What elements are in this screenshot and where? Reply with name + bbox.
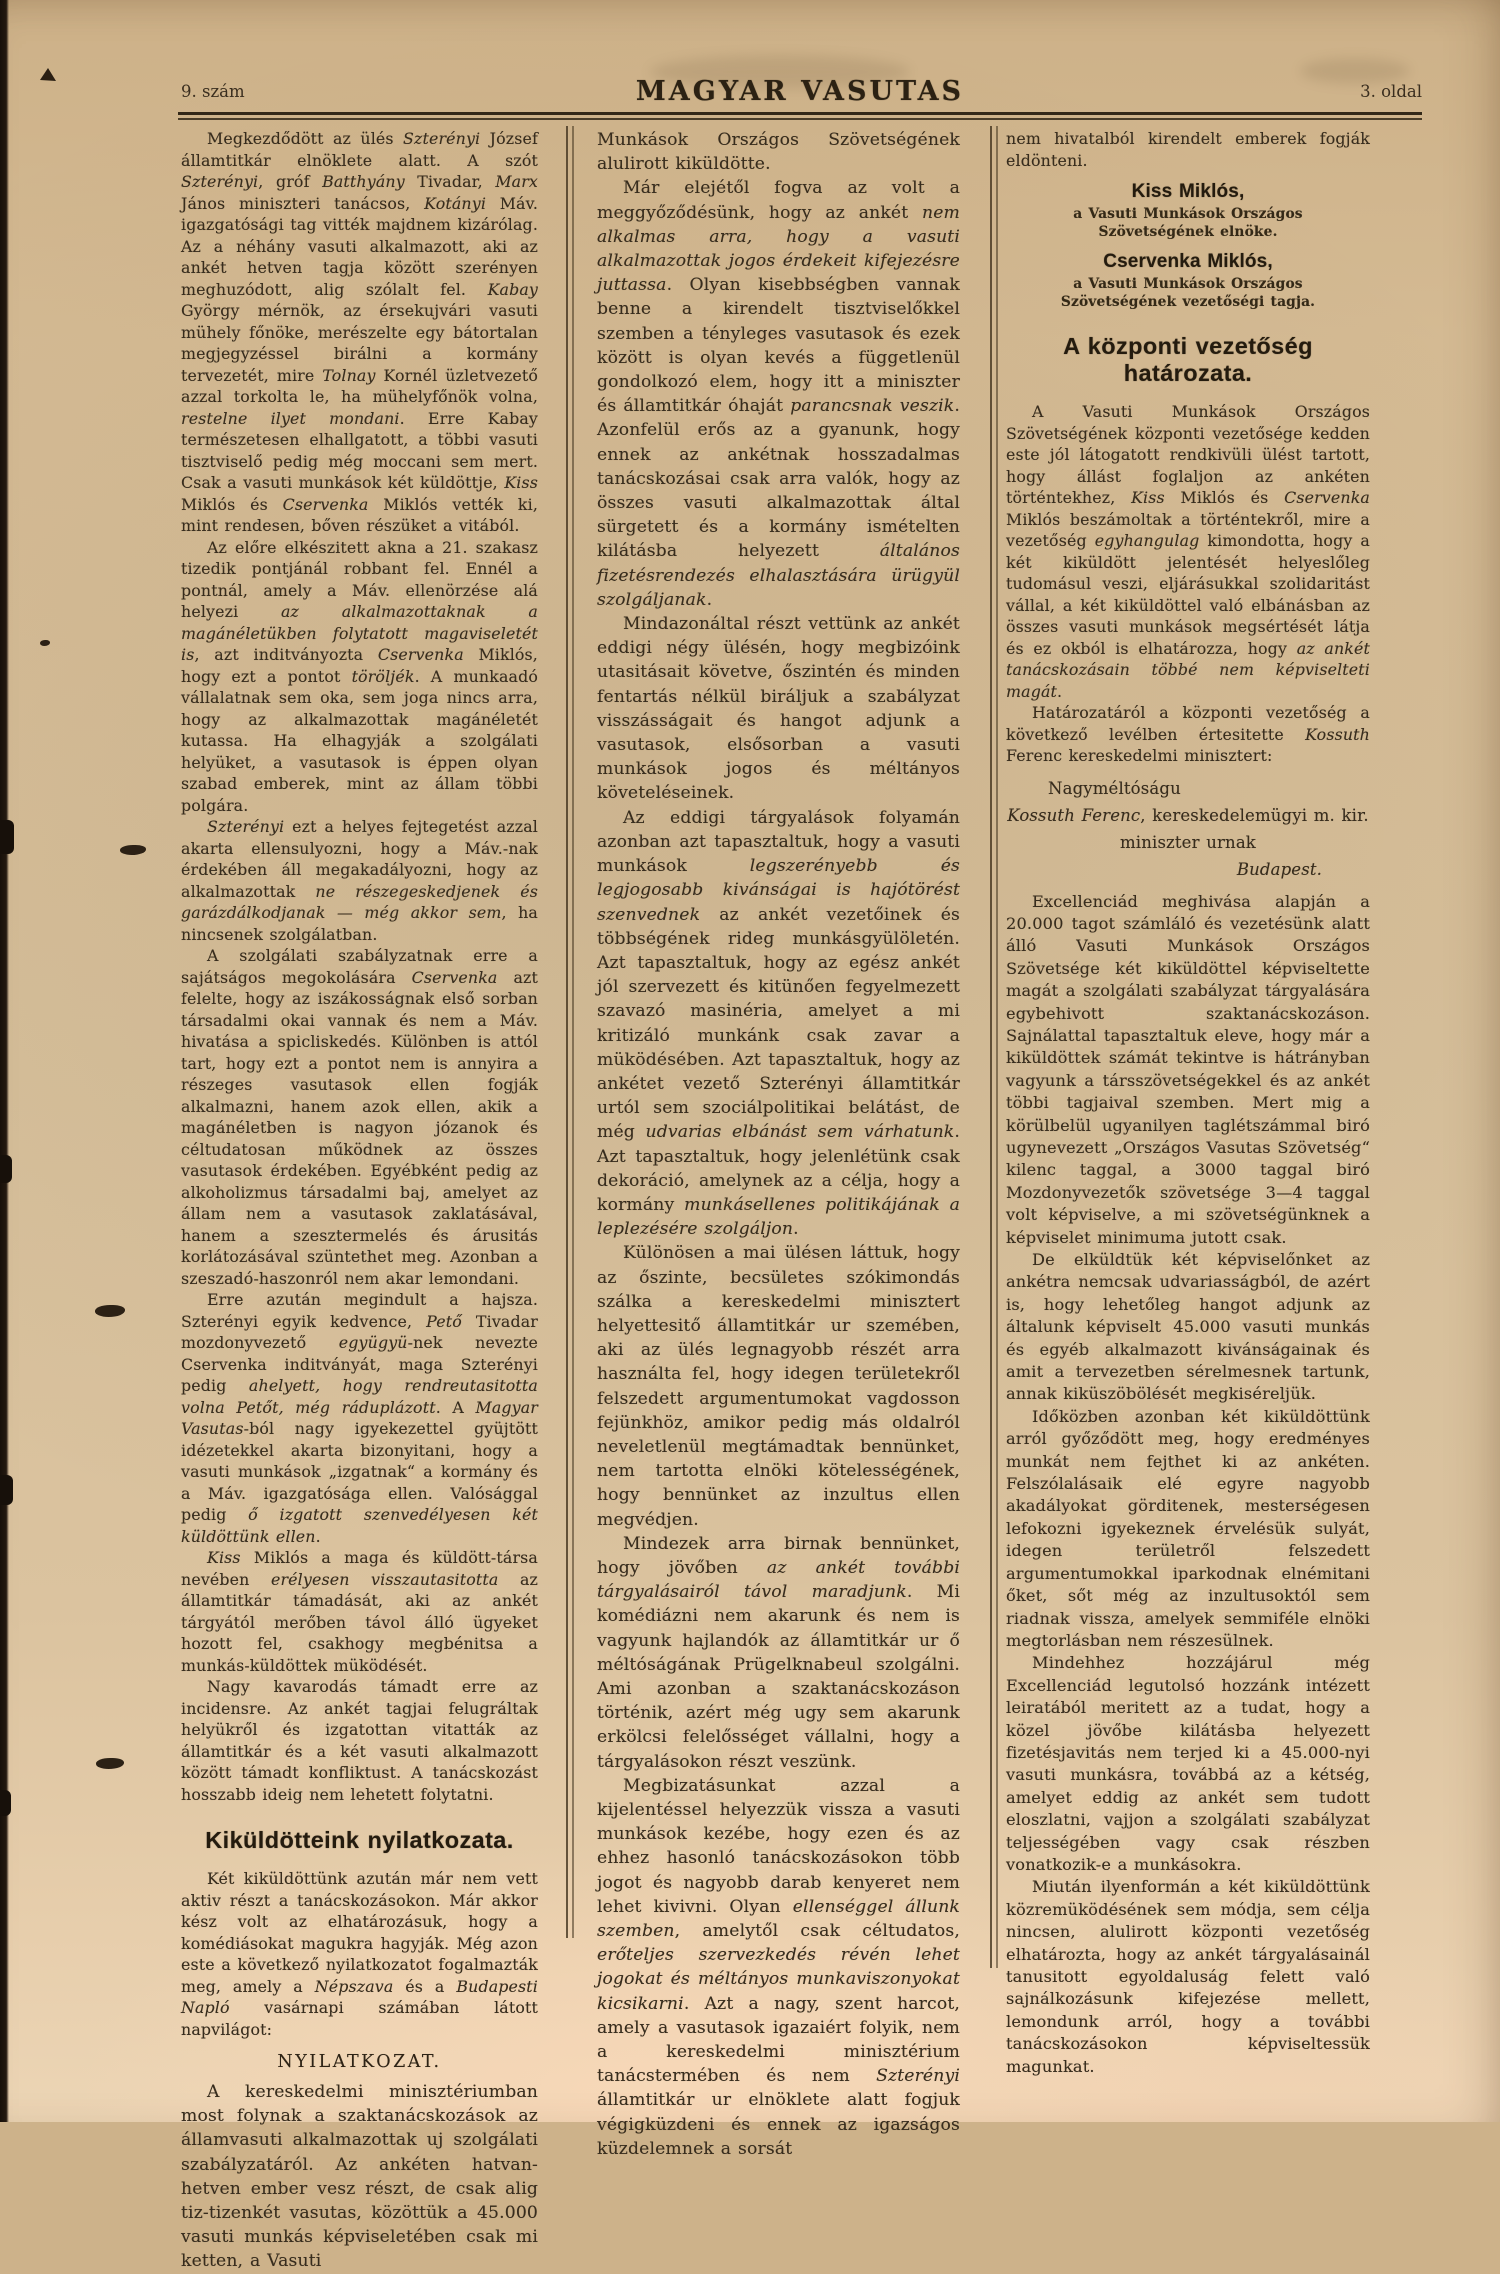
paragraph: Kiss Miklós a maga és küldött-társa nevében erélyesen visszautasitotta az államtitkár támadását, aki az ankét tárgyától merőben távol álló ügyeket hozott fel, csakhogy megbénitsa a munkás-küldöttek müködését.: [181, 1548, 538, 1675]
address-city: Budapest.: [1236, 859, 1322, 879]
declaration-title: NYILATKOZAT.: [277, 2052, 442, 2072]
ink-speck: [95, 1305, 125, 1317]
paragraph: Már elejétől fogva az volt a meggyőződésünk, hogy az ankét nem alkalmas arra, hogy a vasuti alkalmazottak jogos érdekeit kifejezésre juttassa. Olyan kisebbségben vannak benne a kirendelt tisztviselőkkel szemben a tényleges vasutasok és ezek között is olyan kevés a függetlenül gondolkozó elem, hogy itt a miniszter és államtitkár óhaját parancsnak veszik. Azonfelül erős az a gyanunk, hogy ennek az ankétnak hosszadalmas tanácskozásai csak arra valók, hogy az összes vasuti alkalmazottak által sürgetett és a kormány ismételten kilátásba helyezett általános fizetésrendezés elhalasztására ürügyül szolgáljanak.: [597, 178, 960, 610]
section-heading: Kiküldötteink nyilatkozata.: [205, 1827, 514, 1853]
header-rule-thin: [178, 118, 1422, 120]
column-3: [1006, 128, 1370, 2078]
address-recipient: Kossuth Ferenc, kereskedelemügyi m. kir.: [1007, 805, 1369, 825]
ink-speck: [40, 640, 50, 646]
section-heading: A központi vezetőség határozata.: [1063, 333, 1313, 386]
paragraph: Időközben azonban két kiküldöttünk arról győződött meg, hogy eredményes munkát nem fejthet ki az ankéten. Felszólalásaik elé egyre nagyobb akadályokat görditenek, mesterségesen lefokozni igyekeznek érvelésük sulyát, idegen területről felszedett argumentumokkal iparkodnak elnémitani őket, sőt még az inzultusoktól sem riadnak vissza, amelyek semmiféle elnöki megtorlásban nem részesülnek.: [1006, 1406, 1370, 1650]
ink-speck: [96, 1758, 124, 1769]
ink-speck: [120, 845, 146, 855]
signature-role: a Vasuti Munkások Országos Szövetségének vezetőségi tagja.: [1060, 276, 1316, 310]
column-separator-1-shadow: [572, 126, 574, 1938]
paragraph: Szterényi ezt a helyes fejtegetést azzal akarta ellensulyozni, hogy a Máv.-nak érdekében áll megakadályozni, hogy az alkalmazottak ne részegeskedjenek és garázdálkodjanak — még akkor sem, ha nincsenek szolgálatban.: [181, 817, 539, 944]
binding-blob: [0, 1475, 13, 1505]
signature-name: Kiss Miklós,: [1131, 181, 1245, 202]
header-rule-thick: [178, 112, 1422, 115]
paragraph: Miután ilyenformán a két kiküldöttünk közremüködésének sem módja, sem célja nincsen, alulirott központi vezetőség elhatározta, hogy az ankét tárgyalásainál tanusitott egyoldaluság felett való sajnálkozásunk kifejezése mellett, lemondunk arról, hogy a további tanácskozásokon képviseltessük magunkat.: [1006, 1877, 1370, 2076]
signature-role: a Vasuti Munkások Országos Szövetségének elnöke.: [1073, 206, 1303, 240]
address-honorific: Nagyméltóságu: [1048, 778, 1181, 798]
header-page-number: 3. oldal: [1360, 82, 1422, 101]
paragraph: Az előre elkészitett akna a 21. szakasz tizedik pontjánál robbant fel. Ennél a pontnál, amely a Máv. ellenörzése alá helyezi az alkalmazottaknak a magánéletükben folytatott magaviseletét is, azt inditványozta Cservenka Miklós, hogy ezt a pontot töröljék. A munkaadó vállalatnak sem oka, sem joga nincs arra, hogy az alkalmazottak magánéletét kutassa. Ha elhagyják a szolgálati helyüket, a vasutasok is éppen olyan szabad emberek, mint az állam többi polgára.: [181, 537, 538, 815]
paragraph: Különösen a mai ülésen láttuk, hogy az őszinte, becsületes szókimondás szálka a kereskedelmi minisztert helyettesitő államtitkár ur szemében, aki az ülés legnagyobb részét arra használta fel, hogy idegen területekről felszedett argumentumokat vagdosson fejünkhöz, amikor pedig más oldalról neveletlenül megtámadtak bennünket, nem tartotta elnöki kötelességének, hogy bennünket az inzultus ellen megvédjen.: [597, 1243, 960, 1530]
column-separator-2-shadow: [996, 126, 998, 1968]
paragraph: Excellenciád meghivása alapján a 20.000 tagot számláló és vezetésünk alatt álló Vasuti Munkások Országos Szövetsége két kiküldöttel képviseltette magát a szolgálati szabályzat tárgyalására egybehivott szaktanácskozáson. Sajnálattal tapasztaltuk eleve, hogy már a kiküldöttek számát tekintve is hátrányban vagyunk a társszövetségekkel és az ankét többi tagjaival szemben. Mert mig a körülbelül ugyanilyen taglétszámmal biró ugynevezett „Országos Vasutas Szövetség“ kilenc taggal, a 3000 taggal biró Mozdonyvezetők szövetsége 3—4 taggal volt képviselve, a mi szövetségünknek a képviselet minimuma jutott csak.: [1006, 891, 1370, 1247]
paragraph: Nagy kavarodás támadt erre az incidensre. Az ankét tagjai felugráltak helyükről és izgatottan vitatták az államtitkár és a két vasuti alkalmazott között támadt konfliktust. A tanácskozást hosszabb ideig nem lehetett folytatni.: [181, 1677, 538, 1804]
paragraph: Az eddigi tárgyalások folyamán azonban azt tapasztaltuk, hogy a vasuti munkások legszerényebb és legjogosabb kivánságai is hajótörést szenvednek az ankét vezetőinek és többségének rideg munkásgyülöletén. Azt tapasztaltuk, hogy az egész ankét jól szervezett és kitünően fegyelmezett szavazó masinéria, amelyet a mi kritizáló munkánk csak zavar a müködésében. Azt tapasztaltuk, hogy az ankétet vezető Szterényi államtitkár urtól sem szociálpolitikai belátást, de még udvarias elbánást sem várhatunk. Azt tapasztaltuk, hogy jelenlétünk csak dekoráció, amelynek az a célja, hogy a kormány munkásellenes politikájának a leplezésére szolgáljon.: [597, 807, 960, 1240]
paragraph: A szolgálati szabályzatnak erre a sajátságos megokolására Cservenka azt felelte, hogy az iszákosságnak első sorban társadalmi okai vannak és nem a Máv. hivatása a spicliskedés. Különben is attól tart, hogy ezt a pontot nem is annyira a részeges vasutasok ellen fogják alkalmazni, hanem azok ellen, akik a magánéletben is nagyon józanok és céltudatosan működnek az összes vasutasok érdekében. Egyébként pedig az alkoholizmus társadalmi baj, amelyet az állam nem a vasutasok zaklatásával, hanem a szesztermelés és árusitás korlátozásával szüntethet meg. Azonban a szeszadó-haszonról nem akar lemondani.: [181, 946, 538, 1288]
paragraph: Két kiküldöttünk azután már nem vett aktiv részt a tanácskozásokon. Már akkor kész volt az elhatározásuk, hogy a komédiásokat magukra hagyják. Még azon este a következő nyilatkozatot fogalmazták meg, amely a Népszava és a Budapesti Napló vasárnapi számában látott napvilágot:: [181, 1869, 539, 2039]
paragraph: Erre azután megindult a hajsza. Szterényi egyik kedvence, Pető Tivadar mozdonyvezető együgyü-nek nevezte Cservenka inditványát, maga Szterényi pedig ahelyett, hogy rendreutasitotta volna Petőt, még ráduplázott. A Magyar Vasutas-ból nagy igyekezettel gyüjtött idézetekkel akarta bizonyitani, hogy a vasuti munkások „izgatnak“ a kormány és a Máv. igazgatósága ellen. Valósággal pedig ő izgatott szenvedélyesen két küldöttünk ellen.: [181, 1290, 538, 1546]
signature-name: Cservenka Miklós,: [1103, 251, 1273, 272]
binding-blob: [0, 1155, 12, 1183]
paragraph: De elküldtük két képviselőnket az ankétra nemcsak udvariasságból, de azért is, hogy lehetőleg hangot adjunk az általunk képviselt 45.000 vasuti munkás és egyéb alkalmazott kivánságainak és amit a tervezetben sérelmesnek tartunk, annak kiküszöbölését megkiséreljük.: [1006, 1250, 1370, 1404]
paragraph: Megbizatásunkat azzal a kijelentéssel helyezzük vissza a vasuti munkások kezébe, hogy ezen és az ehhez hasonló tanácskozásokon több jogot és nagyobb darab kenyeret nem lehet kivivni. Olyan ellenséggel állunk szemben, amelytől csak céltudatos, erőteljes szervezkedés révén lehet jogokat és méltányos munkaviszonyokat kicsikarni. Azt a nagy, szent harcot, amely a vasutasok igazaiért folyik, nem a kereskedelmi minisztérium tanácstermében és nem Szterényi államtitkár ur elnöklete alatt fogjuk végigküzdeni és ennek az igazságos küzdelemnek a sorsát: [597, 1775, 960, 2159]
paragraph-continuation: nem hivatalból kirendelt emberek fogják eldönteni.: [1006, 129, 1370, 170]
address-recipient-title: miniszter urnak: [1120, 832, 1256, 852]
paragraph: A kereskedelmi minisztériumban most folynak a szaktanácskozások az államvasuti alkalmazottak uj szolgálati szabályzatáról. Az ankéten hatvan-hetven ember vesz részt, de csak alig tiz-tizenkét vasutas, közöttük a 45.000 vasuti munkás képviseletében csak mi ketten, a Vasuti: [181, 2082, 538, 2272]
column-separator-1: [566, 126, 568, 1938]
paragraph: Határozatáról a központi vezetőség a következő levélben értesitette Kossuth Ferenc kereskedelmi minisztert:: [1006, 703, 1370, 765]
paragraph: Mindehhez hozzájárul még Excellenciád legutolsó hozzánk intézett leiratából meritett az a tudat, hogy a közel jövőbe kilátásba helyezett fizetésjavitás nem terjed ki a 45.000-nyi vasuti munkásra, továbbá az a kétség, amelyet eddig az ankét sem tudott eloszlatni, vajjon a szolgálati szabályzat teljességében vagy csak részben vonatkozik-e a munkásokra.: [1006, 1653, 1370, 1874]
header-issue-number: 9. szám: [181, 82, 245, 101]
column-1: [181, 128, 538, 2274]
newspaper-title: MAGYAR VASUTAS: [635, 76, 965, 107]
column-2: [597, 128, 960, 2161]
paragraph: Mindezek arra birnak bennünket, hogy jövőben az ankét további tárgyalásairól távol maradjunk. Mi komédiázni nem akarunk és nem is vagyunk hajlandók az államtitkár ur ő méltóságának Prügelknabeul szolgálni. Ami azonban a szaktanácskozáson történik, azért még ugy sem akarunk erkölcsi felelősséget vállalni, hogy a tárgyalásokon részt veszünk.: [597, 1533, 960, 1772]
ink-mark-triangle: [40, 68, 56, 81]
paragraph: Megkezdődött az ülés Szterényi József államtitkár elnöklete alatt. A szót Szterényi, gróf Batthyány Tivadar, Marx János miniszteri tanácsos, Kotányi Máv. igazgatósági tag vitték majdnem kizárólag. Az a néhány vasuti alkalmazott, aki az ankét hetven tagja között szerényen meghuzódott, alig szólalt fel. Kabay György mérnök, az érsekujvári vasuti mühely főnöke, merészelte egy bátortalan megjegyzéssel birálni a kormány tervezetét, mire Tolnay Kornél üzletvezető azzal torkolta le, ha mühelyfőnök volna, restelne ilyet mondani. Erre Kabay természetesen elhallgatott, a többi vasuti tisztviselő pedig még moccani sem mert. Csak a vasuti munkások két küldöttje, Kiss Miklós és Cservenka Miklós vették ki, mint rendesen, bőven részüket a vitából.: [181, 129, 538, 535]
column-separator-2: [990, 126, 992, 1968]
paragraph: Mindazonáltal részt vettünk az ankét eddigi négy ülésén, hogy megbizóink utasitásait követve, őszintén és minden fentartás nélkül biráljuk a szabályzat visszásságait és hangot adjunk a vasutasok, elsősorban a vasuti munkások jogos és méltányos követeléseinek.: [597, 614, 960, 804]
binding-blob: [0, 820, 14, 854]
paragraph: A Vasuti Munkások Országos Szövetségének központi vezetősége kedden este jól látogatott rendkivüli ülést tartott, hogy állást foglaljon az ankéten történtekhez, Kiss Miklós és Cservenka Miklós beszámoltak a történtekről, mire a vezetőség egyhangulag kimondotta, hogy a két kiküldött jelentését helyeslőleg tudomásul veszi, eljárásukkal szolidaritást vállal, a két kiküldöttel való elbánásban az összes vasuti munkások megsértését látja és ez okból is elhatározza, hogy az ankét tanácskozásain többé nem képviselteti magát.: [1006, 402, 1371, 701]
binding-blob: [0, 1790, 11, 1816]
paragraph-continuation: Munkások Országos Szövetségének alulirott kiküldötte.: [597, 130, 960, 175]
